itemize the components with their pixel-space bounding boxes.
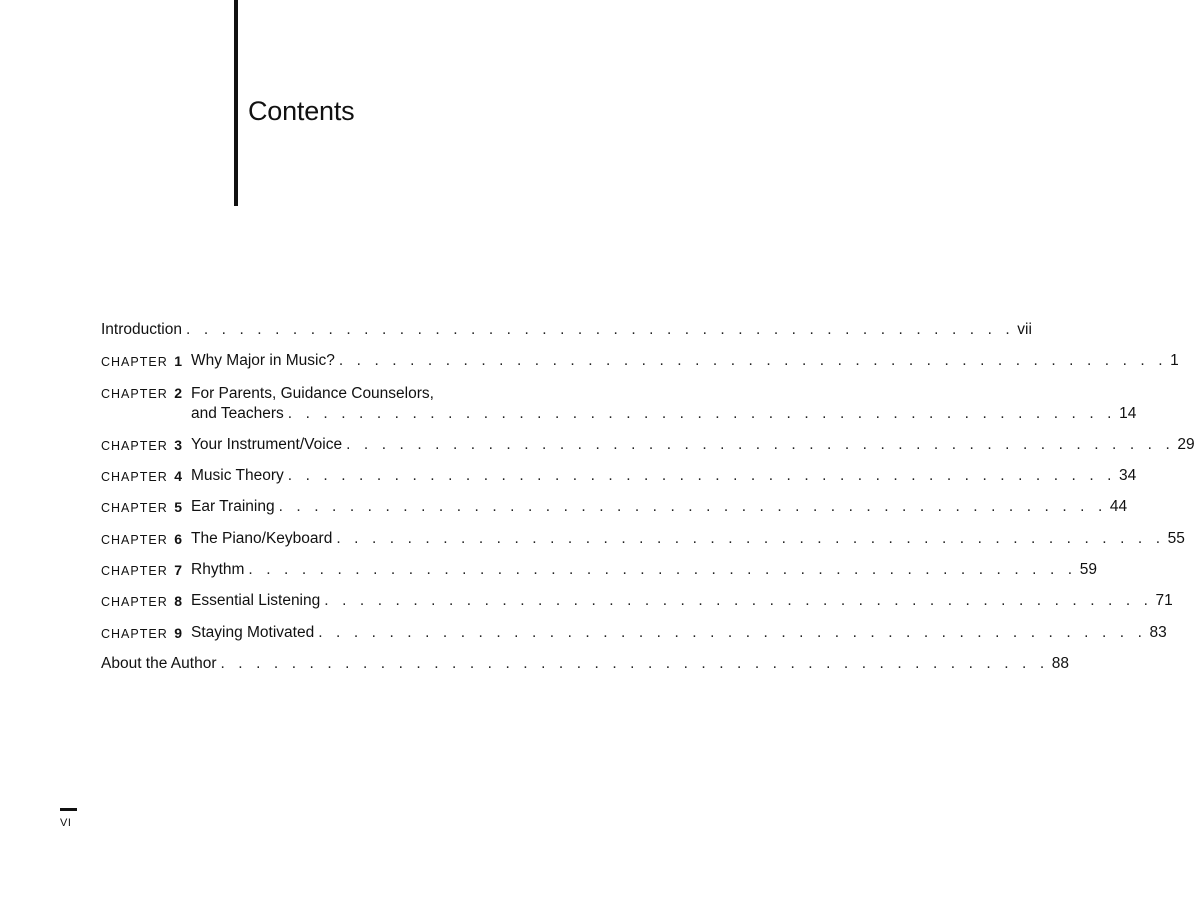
toc-entry-about-the-author[interactable] xyxy=(101,654,1070,674)
toc-entry-chapter-4[interactable] xyxy=(101,466,1137,486)
toc-entry-body xyxy=(191,351,1179,371)
toc-entry-body xyxy=(191,623,1167,643)
dot-leader: . . . . . . . . . . . . . . . . . . . . . . . . . . . . . . . . . . . . . . . . . . . . . . . xyxy=(248,561,1077,579)
toc-entry-body xyxy=(101,654,1069,674)
toc-entry-body xyxy=(191,560,1097,580)
dot-leader: . . . . . . . . . . . . . . . . . . . . . . . . . . . . . . . . . . . . . . . . . . . . . . . xyxy=(318,623,1147,641)
dot-leader: . . . . . . . . . . . . . . . . . . . . . . . . . . . . . . . . . . . . . . . . . . . . . . . xyxy=(220,654,1049,672)
chapter-label: CHAPTER 3 xyxy=(101,436,183,453)
toc-page-number: 71 xyxy=(1155,592,1173,610)
page-title: Contents xyxy=(248,96,355,126)
toc-entry-title-line-1: For Parents, Guidance Counselors, xyxy=(191,384,434,402)
toc-entry-title: Ear Training xyxy=(191,498,275,516)
chapter-label: CHAPTER 7 xyxy=(101,562,183,579)
chapter-label: CHAPTER 9 xyxy=(101,624,183,641)
dot-leader: . . . . . . . . . . . . . . . . . . . . . . . . . . . . . . . . . . . . . . . . . . . . . . . xyxy=(338,352,1168,370)
toc-entry-body xyxy=(191,384,1136,424)
table-of-contents xyxy=(101,320,1195,685)
chapter-number: 1 xyxy=(174,353,183,370)
dot-leader: . . . . . . . . . . . . . . . . . . . . . . . . . . . . . . . . . . . . . . . . . . . . . . . xyxy=(287,404,1117,422)
chapter-label: CHAPTER 8 xyxy=(101,593,183,610)
toc-entry-chapter-6[interactable] xyxy=(101,529,1185,549)
toc-entry-chapter-1[interactable] xyxy=(101,351,1179,371)
toc-entry-title: The Piano/Keyboard xyxy=(191,529,333,547)
toc-entry-introduction[interactable] xyxy=(101,320,1032,340)
toc-page-number: 88 xyxy=(1051,654,1070,672)
toc-entry-body xyxy=(191,466,1136,486)
toc-entry-title: Why Major in Music? xyxy=(191,352,335,370)
chapter-label: CHAPTER 6 xyxy=(101,530,183,547)
chapter-number: 6 xyxy=(174,530,183,547)
chapter-number: 4 xyxy=(174,468,183,485)
toc-entry-chapter-8[interactable] xyxy=(101,591,1173,611)
title-vertical-rule xyxy=(234,0,238,206)
toc-entry-title: Your Instrument/Voice xyxy=(191,435,343,453)
toc-entry-title: Rhythm xyxy=(191,561,245,579)
chapter-number: 3 xyxy=(174,436,183,453)
chapter-label: CHAPTER 1 xyxy=(101,353,183,370)
chapter-label: CHAPTER 5 xyxy=(101,499,183,516)
toc-entry-title-line-2: and Teachers xyxy=(191,404,284,422)
toc-page-number: 34 xyxy=(1119,467,1137,485)
chapter-number: 9 xyxy=(174,624,183,641)
toc-entry-chapter-3[interactable] xyxy=(101,435,1195,455)
toc-entry-body xyxy=(191,529,1185,549)
toc-entry-title: Essential Listening xyxy=(191,592,321,610)
toc-page-number: vii xyxy=(1017,321,1032,338)
toc-entry-body xyxy=(191,435,1195,455)
toc-entry-chapter-9[interactable] xyxy=(101,623,1167,643)
chapter-number: 5 xyxy=(174,499,183,516)
toc-page-number: 55 xyxy=(1167,529,1185,547)
toc-entry-chapter-2[interactable] xyxy=(101,383,1137,424)
toc-entry-title: Staying Motivated xyxy=(191,623,315,641)
toc-page-number: 14 xyxy=(1119,404,1137,422)
dot-leader: . . . . . . . . . . . . . . . . . . . . . . . . . . . . . . . . . . . . . . . . . . . . . . . xyxy=(278,498,1107,516)
toc-page-number: 29 xyxy=(1177,435,1195,453)
toc-entry-body xyxy=(101,320,1032,340)
toc-entry-chapter-5[interactable] xyxy=(101,497,1128,517)
toc-page-number: 83 xyxy=(1149,623,1167,641)
chapter-number: 2 xyxy=(174,384,183,401)
toc-entry-title: About the Author xyxy=(101,654,217,672)
toc-entry-title: Music Theory xyxy=(191,467,284,485)
chapter-number: 7 xyxy=(174,562,183,579)
dot-leader: . . . . . . . . . . . . . . . . . . . . . . . . . . . . . . . . . . . . . . . . . . . . . . . xyxy=(324,592,1153,610)
dot-leader: . . . . . . . . . . . . . . . . . . . . . . . . . . . . . . . . . . . . . . . . . . . . . . . xyxy=(346,435,1175,453)
toc-entry-body xyxy=(191,497,1127,517)
page-folio: VI xyxy=(60,817,72,829)
dot-leader: . . . . . . . . . . . . . . . . . . . . . . . . . . . . . . . . . . . . . . . . . . . . . . . xyxy=(186,321,1015,338)
folio-rule xyxy=(60,808,77,811)
chapter-number: 8 xyxy=(174,593,183,610)
dot-leader: . . . . . . . . . . . . . . . . . . . . . . . . . . . . . . . . . . . . . . . . . . . . . . . xyxy=(336,529,1165,547)
toc-entry-title: Introduction xyxy=(101,321,182,338)
toc-page-number: 44 xyxy=(1109,498,1128,516)
chapter-label: CHAPTER 2 xyxy=(101,384,183,401)
toc-entry-body xyxy=(191,591,1173,611)
dot-leader: . . . . . . . . . . . . . . . . . . . . . . . . . . . . . . . . . . . . . . . . . . . . . . . xyxy=(287,467,1117,485)
chapter-label: CHAPTER 4 xyxy=(101,468,183,485)
toc-entry-chapter-7[interactable] xyxy=(101,560,1097,580)
toc-page-number: 1 xyxy=(1170,352,1179,370)
toc-page-number: 59 xyxy=(1079,561,1097,579)
